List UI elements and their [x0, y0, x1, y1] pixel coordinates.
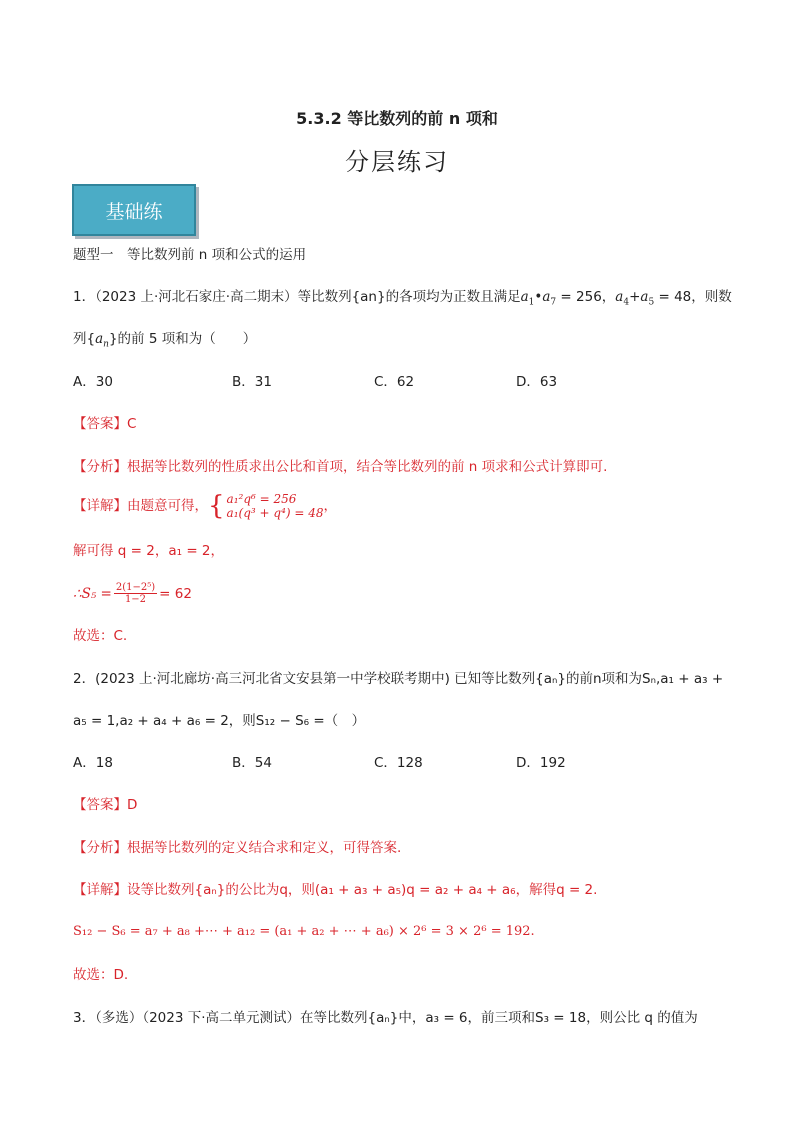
q1-sub: 7	[550, 297, 557, 308]
equation-system	[208, 492, 324, 520]
q1-detail-label: 【详解】由题意可得，	[73, 498, 208, 514]
q2-stem-line2: a₅ = 1,a₂ + a₄ + a₆ = 2，则S₁₂ − S₆ =（ ）	[73, 713, 366, 729]
q2-option-b: B．54	[232, 755, 272, 771]
q1-s5-formula	[73, 582, 192, 605]
page-title: 5.3.2 等比数列的前 n 项和	[296, 109, 498, 128]
q2-answer: 【答案】D	[73, 797, 138, 813]
s5-numerator: 2(1−2⁵)	[115, 582, 156, 593]
q1-stem-line1	[73, 288, 732, 312]
q1-stem-text: }的前 5 项和为（ ）	[108, 331, 257, 347]
q1-stem-text: = 256，	[556, 289, 616, 305]
q1-sub: 5	[648, 297, 655, 308]
q1-analysis: 【分析】根据等比数列的性质求出公比和首项，结合等比数列的前 n 项求和公式计算即可.	[73, 459, 608, 475]
q1-var: +a	[629, 289, 649, 305]
q1-var: a	[520, 289, 529, 305]
q1-var: •a	[534, 289, 551, 305]
q2-formula: S₁₂ − S₆ = a₇ + a₈ +⋯ + a₁₂ = (a₁ + a₂ + ⋯ + a₆) × 2⁶ = 3 × 2⁶ = 192.	[73, 924, 535, 939]
q2-analysis: 【分析】根据等比数列的定义结合求和定义，可得答案.	[73, 840, 402, 856]
q1-sub: 4	[623, 297, 630, 308]
q1-detail-tail: ，	[323, 498, 337, 514]
page-subtitle: 分层练习	[345, 148, 449, 176]
q1-var: a	[615, 289, 624, 305]
q2-option-a: A．18	[73, 755, 113, 771]
s5-rhs: = 62	[159, 585, 192, 602]
q1-option-b: B．31	[232, 374, 272, 390]
q1-stem-text: = 48，则数	[654, 289, 732, 305]
q2-detail: 【详解】设等比数列{aₙ}的公比为q，则(a₁ + a₃ + a₅)q = a₂ + a₄ + a₆，解得q = 2.	[73, 882, 598, 898]
s5-fraction	[114, 582, 157, 605]
q2-option-d: D．192	[516, 755, 566, 771]
q1-stem-text: 1．（2023 上·河北石家庄·高二期末）等比数列{an}的各项均为正数且满足	[73, 289, 521, 305]
q1-option-c: C．62	[374, 374, 415, 390]
q2-option-c: C．128	[374, 755, 423, 771]
s5-lhs: ∴S₅ =	[73, 585, 112, 602]
q1-var: a	[95, 331, 104, 347]
q1-stem-text: 列{	[73, 331, 96, 347]
topic-heading: 题型一 等比数列前 n 项和公式的运用	[73, 247, 307, 263]
q1-detail	[73, 492, 337, 520]
equation-1: a₁²q⁶ = 256	[226, 492, 297, 506]
q2-choose: 故选：D.	[73, 967, 129, 983]
q1-solve: 解可得 q = 2，a₁ = 2，	[73, 543, 225, 559]
q1-sub: 1	[528, 297, 535, 308]
q1-choose: 故选：C.	[73, 628, 128, 644]
q1-option-d: D．63	[516, 374, 558, 390]
q1-stem-line2	[73, 330, 256, 354]
brace-icon: {	[208, 491, 225, 521]
equation-2: a₁(q³ + q⁴) = 48	[226, 506, 324, 520]
equation-lines	[227, 492, 324, 520]
s5-denominator: 1−2	[124, 594, 147, 605]
q1-option-a: A．30	[73, 374, 113, 390]
q2-stem-line1: 2．(2023 上·河北廊坊·高三河北省文安县第一中学校联考期中) 已知等比数列{aₙ}的前n项和为Sₙ,a₁ + a₃ +	[73, 671, 724, 687]
q3-stem-line1: 3．（多选）（2023 下·高二单元测试）在等比数列{aₙ}中，a₃ = 6，前三项和S₃ = 18，则公比 q 的值为	[73, 1010, 698, 1026]
section-tag-basic: 基础练	[72, 184, 196, 236]
q1-sub: n	[103, 339, 109, 350]
q1-answer: 【答案】C	[73, 416, 137, 432]
